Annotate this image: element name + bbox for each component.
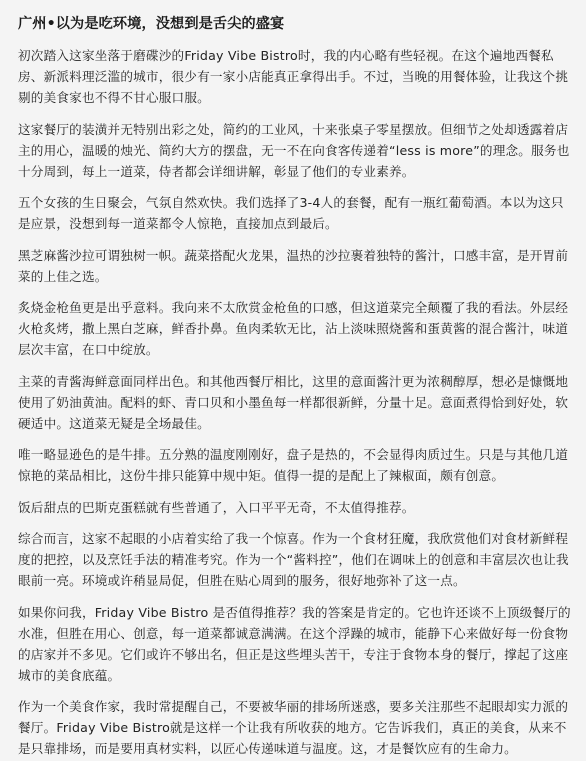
paragraph-3: 五个女孩的生日聚会，气氛自然欢快。我们选择了3-4人的套餐，配有一瓶红葡萄酒。本以为这只是应景，没想到每一道菜都令人惊艳，直接加点到最后。 <box>18 195 564 231</box>
paragraph-7: 唯一略显逊色的是牛排。五分熟的温度刚刚好，盘子是热的，不会显得肉质过生。只是与其他几道惊艳的菜品相比，这份牛排只能算中规中矩。值得一提的是配上了辣椒面，颇有创意。 <box>18 447 569 483</box>
paragraph-10: 如果你问我，Friday Vibe Bistro 是否值得推荐？我的答案是肯定的。它也许还谈不上顶级餐厅的水准，但胜在用心、创意，每一道菜都诚意满满。在这个浮躁的城市，能静下心来做好每一份食物的店家并不多见。它们或许不够出名，但正是这些埋头苦干，专注于食物本身的餐厅，撑起了这座城市的美食底蕴。 <box>18 604 571 683</box>
paragraph-5: 炙烧金枪鱼更是出乎意料。我向来不太欣赏金枪鱼的口感，但这道菜完全颠覆了我的看法。外层经火枪炙烤，撒上黑白芝麻，鲜香扑鼻。鱼肉柔软无比，沾上淡味照烧酱和蛋黄酱的混合酱汁，味道层次丰富，在口中绽放。 <box>18 300 569 357</box>
paragraph-9: 综合而言，这家不起眼的小店着实给了我一个惊喜。作为一个食材狂魔，我欣赏他们对食材新鲜程度的把控，以及烹饪手法的精准考究。作为一个“酱料控”，他们在调味上的创意和丰富层次也让我眼前一亮。环境或许稍显局促，但胜在贴心周到的服务，很好地弥补了这一点。 <box>18 531 569 588</box>
paragraph-11: 作为一个美食作家，我时常提醒自己，不要被华丽的排场所迷惑，要多关注那些不起眼却实力派的餐厅。Friday Vibe Bistro就是这样一个让我有所收获的地方。它告诉我们，真正的美食，从来不是只靠排场，而是要用真材实料，以匠心传递味道与温度。这，才是餐饮应有的生命力。 <box>18 699 569 756</box>
paragraph-8: 饭后甜点的巴斯克蛋糕就有些普通了，入口平平无奇，不太值得推荐。 <box>18 499 415 515</box>
paragraph-4: 黑芝麻酱沙拉可谓独树一帜。蔬菜搭配火龙果，温热的沙拉裹着独特的酱汁，口感丰富，是开胃前菜的上佳之选。 <box>18 247 569 284</box>
paragraph-2: 这家餐厅的装潢并无特别出彩之处，简约的工业风，十来张桌子零星摆放。但细节之处却透露着店主的用心，温暖的烛光、简约大方的摆盘，无一不在向食客传递着“less is more”的理念。服务也十分周到，每上一道菜，侍者都会详细讲解，彰显了他们的专业素养。 <box>18 121 570 179</box>
paragraph-6: 主菜的青酱海鲜意面同样出色。和其他西餐厅相比，这里的意面酱汁更为浓稠醇厚，想必是慷慨地使用了奶油黄油。配料的虾、青口贝和小墨鱼每一样都很新鲜，分量十足。意面煮得恰到好处，软硬适中。这道菜无疑是全场最佳。 <box>18 373 569 431</box>
paragraph-1: 初次踏入这家坐落于磨碟沙的Friday Vibe Bistro时，我的内心略有些轻视。在这个遍地西餐私房、新派料理泛滥的城市，很少有一家小店能真正拿得出手。不过，当晚的用餐体验，让我这个挑剔的美食家也不得不甘心服口服。 <box>18 48 569 105</box>
article-title: 广州•以为是吃环境，没想到是舌尖的盛宴 <box>18 16 285 32</box>
